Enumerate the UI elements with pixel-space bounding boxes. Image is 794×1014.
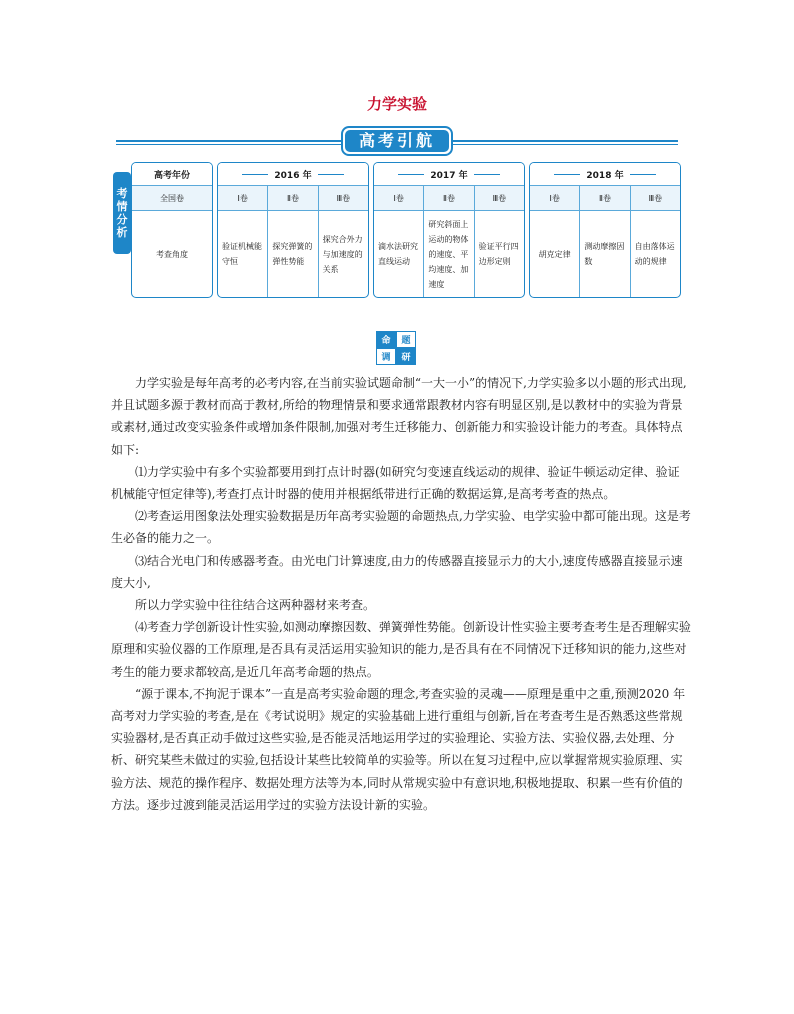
paragraph: ⑶结合光电门和传感器考查。由光电门计算速度,由力的传感器直接显示力的大小,速度传感器直接显示速度大小, (111, 553, 683, 590)
year-label: 2017 年 (430, 170, 468, 181)
banner-label: 高考引航 (345, 130, 449, 152)
paragraph: 力学实验是每年高考的必考内容,在当前实验试题命制“一大一小”的情况下,力学实验多以小题的形式出现,并且试题多源于教材而高于教材,所给的物理情景和要求通常跟教材内容有明显区别,是以教材中的实验为背景或素材,通过改变实验条件或增加条件限制,加强对考生迁移能力、创新能力和实验设计能力的考查。具体特点如下: (111, 376, 687, 457)
badge-char: 调 (376, 348, 396, 365)
badge-char: 题 (396, 331, 416, 348)
paragraph: “源于课本,不拘泥于课本”一直是高考实验命题的理念,考查实验的灵魂——原理是重中之重,预测2020 年高考对力学实验的考查,是在《考试说明》规定的实验基础上进行重组与创新,旨在考查考生是否熟悉这些常规实验器材,是否真正动手做过这些实验,是否能灵活地运用学过的实验理论、实验方法、实验仪器,去处理、分析、研究某些未做过的实验,包括设计某些比较简单的实验等。所以在复习过程中,应以掌握常规实验原理、实验方法、规范的操作程序、数据处理方法等为本,同时从常规实验中有意识地,积极地提取、积累一些有价值的方法。逐步过渡到能灵活运用学过的实验方法设计新的实验。 (111, 686, 686, 812)
paper-topic: 验证平行四边形定则 (475, 210, 524, 297)
row-label: 考查角度 (132, 210, 212, 297)
paper-name: Ⅲ卷 (475, 186, 524, 210)
side-tab-char: 分 (116, 213, 128, 226)
table-label-panel (131, 162, 213, 298)
year-panel-2018 (529, 162, 681, 298)
paper-name: Ⅱ卷 (424, 186, 473, 210)
page-title: 力学实验 (366, 95, 427, 113)
body-text (111, 372, 691, 816)
section-banner (116, 126, 678, 156)
badge-char: 命 (376, 331, 396, 348)
year-header: 高考年份 (132, 163, 212, 185)
paragraph: 所以力学实验中往往结合这两种器材来考查。 (135, 598, 376, 613)
paper-name: Ⅰ卷 (374, 186, 423, 210)
paper-topic: 自由落体运动的规律 (631, 210, 680, 297)
side-tab-char: 情 (116, 200, 128, 213)
paper-name: Ⅱ卷 (268, 186, 317, 210)
paragraph: ⑷考查力学创新设计性实验,如测动摩擦因数、弹簧弹性势能。创新设计性实验主要考查考生是否理解实验原理和实验仪器的工作原理,是否具有灵活运用实验知识的能力,是否具有在不同情况下迁移知识的能力,这些对考生的能力要求都较高,是近几年高考命题的热点。 (111, 620, 691, 679)
paper-topic: 探究合外力与加速度的关系 (319, 210, 368, 297)
paragraph: ⑴力学实验中有多个实验都要用到打点计时器(如研究匀变速直线运动的规律、验证牛顿运动定律、验证机械能守恒定律等),考查打点计时器的使用并根据纸带进行正确的数据运算,是高考考查的热点。 (111, 464, 680, 502)
paper-name: Ⅰ卷 (218, 186, 267, 210)
paper-topic: 验证机械能守恒 (218, 210, 267, 297)
paper-name: Ⅰ卷 (530, 186, 579, 210)
side-tab-char: 析 (116, 226, 128, 239)
exam-header: 全国卷 (132, 186, 212, 210)
paper-topic: 探究弹簧的弹性势能 (268, 210, 317, 297)
year-label: 2018 年 (586, 170, 624, 181)
paper-name: Ⅲ卷 (319, 186, 368, 210)
side-tab-char: 考 (116, 187, 128, 200)
year-panel-2016 (217, 162, 369, 298)
banner-pill (341, 126, 453, 156)
paper-name: Ⅲ卷 (631, 186, 680, 210)
section-badge (376, 331, 416, 365)
badge-char: 研 (396, 348, 416, 365)
year-panel-2017 (373, 162, 525, 298)
side-tab (113, 172, 131, 254)
year-label: 2016 年 (274, 170, 312, 181)
paper-name: Ⅱ卷 (580, 186, 629, 210)
paragraph: ⑵考查运用图象法处理实验数据是历年高考实验题的命题热点,力学实验、电学实验中都可能出现。这是考生必备的能力之一。 (111, 509, 691, 546)
paper-topic: 研究斜面上运动的物体的速度、平均速度、加速度 (424, 210, 473, 297)
paper-topic: 滴水法研究直线运动 (374, 210, 423, 297)
paper-topic: 测动摩擦因数 (580, 210, 629, 297)
paper-topic: 胡克定律 (530, 210, 579, 297)
